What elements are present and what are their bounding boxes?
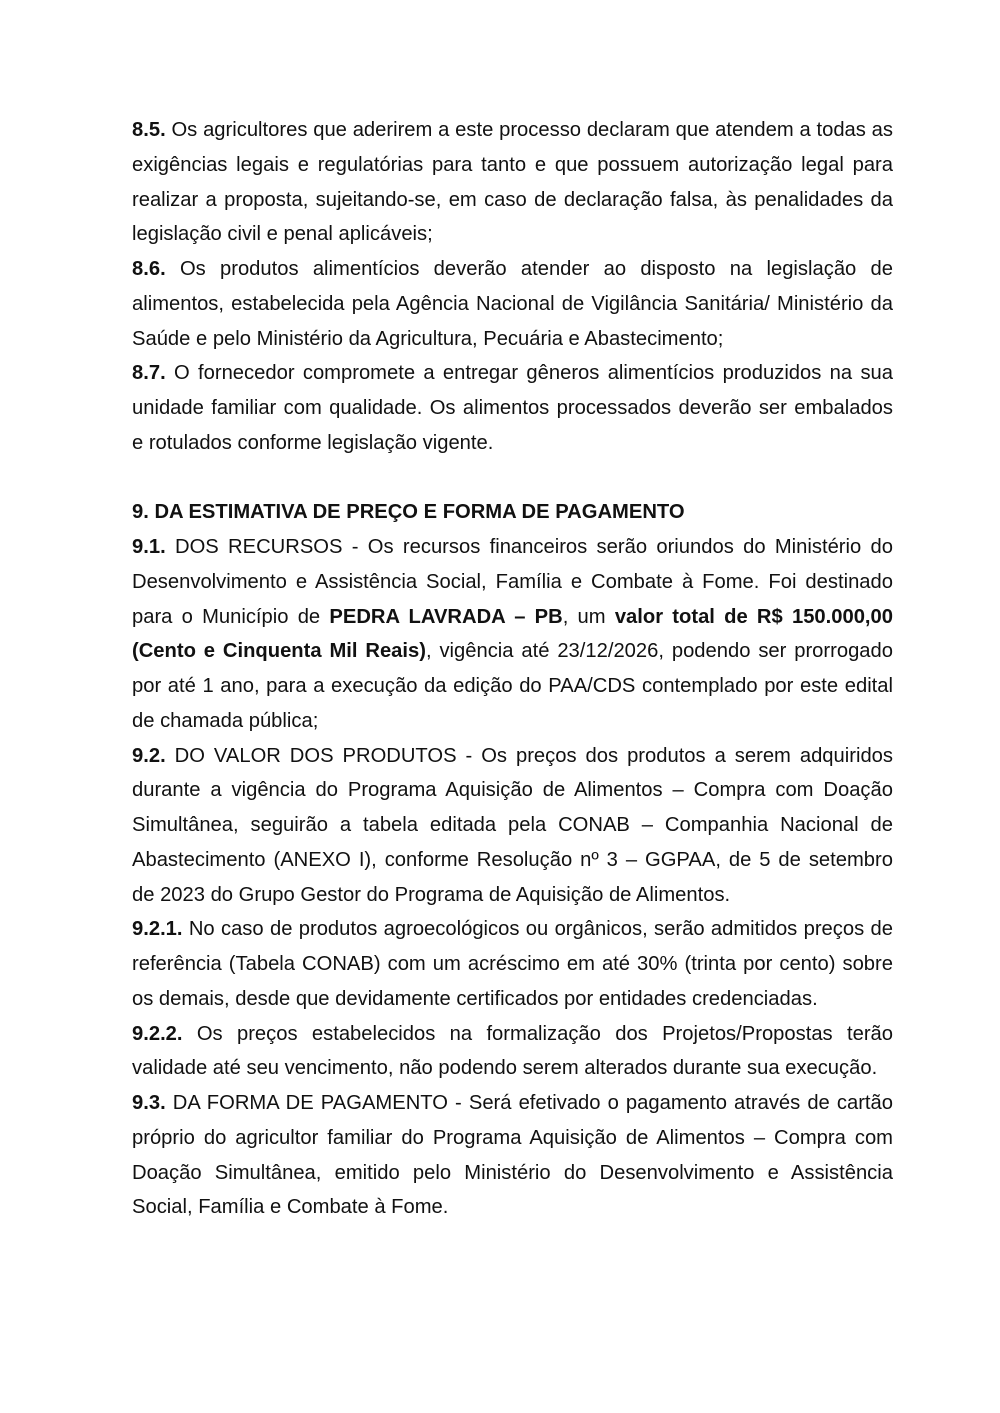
total-value: valor total de R$ 150.000,00 (Cento e Cinquenta Mil Reais) (132, 605, 893, 663)
clause-text: Os produtos alimentícios deverão atender ao disposto na legislação de alimentos, estabelecida pela Agência Nacional de Vigilância Sanitária/ Ministério da Saúde e pelo Ministério da Agricultura, Pecuária e Abastecimento; (132, 258, 893, 350)
clause-8-5 (132, 113, 893, 252)
section-heading (132, 495, 893, 530)
clause-text: Os agricultores que aderirem a este processo declaram que atendem a todas as exigências legais e regulatórias para tanto e que possuem autorização legal para realizar a proposta, sujeitando-se, em caso de declaração falsa, às penalidades da legislação civil e penal aplicáveis; (132, 119, 893, 246)
clause-9-2-1 (132, 912, 893, 1016)
clause-9-2 (132, 739, 893, 913)
clause-text: , vigência até 23/12/2026, podendo ser prorrogado por até 1 ano, para a execução da edição do PAA/CDS contemplado por este edital de chamada pública; (132, 640, 893, 732)
blank-line (132, 461, 893, 496)
document-page (132, 113, 893, 1225)
clause-number: 9.1. (132, 536, 166, 558)
clause-number: 8.7. (132, 362, 166, 385)
municipality: PEDRA LAVRADA – PB (329, 605, 563, 628)
clause-text: , um (562, 605, 615, 628)
clause-text: O fornecedor compromete a entregar gêneros alimentícios produzidos na sua unidade familiar com qualidade. Os alimentos processados deverão ser embalados e rotulados conforme legislação vigente. (132, 362, 893, 454)
clause-9-3 (132, 1086, 893, 1225)
clause-8-7 (132, 356, 893, 460)
clause-text: No caso de produtos agroecológicos ou orgânicos, serão admitidos preços de referência (Tabela CONAB) com um acréscimo em até 30% (trinta por cento) sobre os demais, desde que devidamente certificados por entidades credenciadas. (132, 918, 893, 1010)
clause-8-6 (132, 252, 893, 356)
heading-text: 9. DA ESTIMATIVA DE PREÇO E FORMA DE PAGAMENTO (132, 501, 685, 524)
clause-number: 9.2.2. (132, 1022, 183, 1045)
clause-text: DA FORMA DE PAGAMENTO - Será efetivado o pagamento através de cartão próprio do agricultor familiar do Programa Aquisição de Alimentos – Compra com Doação Simultânea, emitido pelo Ministério do Desenvolvimento e Assistência Social, Família e Combate à Fome. (132, 1092, 893, 1219)
clause-text: DOS RECURSOS - Os recursos financeiros serão oriundos do Ministério do Desenvolvimento e Assistência Social, Família e Combate à Fome. Foi destinado para o Município de (132, 536, 893, 628)
clause-9-2-2 (132, 1017, 893, 1087)
clause-number: 8.5. (132, 119, 166, 141)
clause-number: 9.2. (132, 744, 166, 767)
clause-number: 9.3. (132, 1092, 166, 1114)
clause-text: DO VALOR DOS PRODUTOS - Os preços dos produtos a serem adquiridos durante a vigência do Programa Aquisição de Alimentos – Compra com Doação Simultânea, seguirão a tabela editada pela CONAB – Companhia Nacional de Abastecimento (ANEXO I), conforme Resolução nº 3 – GGPAA, de 5 de setembro de 2023 do Grupo Gestor do Programa de Aquisição de Alimentos. (132, 744, 893, 906)
clause-text: Os preços estabelecidos na formalização dos Projetos/Propostas terão validade até seu vencimento, não podendo serem alterados durante sua execução. (132, 1022, 893, 1080)
clause-number: 9.2.1. (132, 918, 183, 941)
clause-number: 8.6. (132, 258, 166, 280)
clause-9-1 (132, 530, 893, 739)
